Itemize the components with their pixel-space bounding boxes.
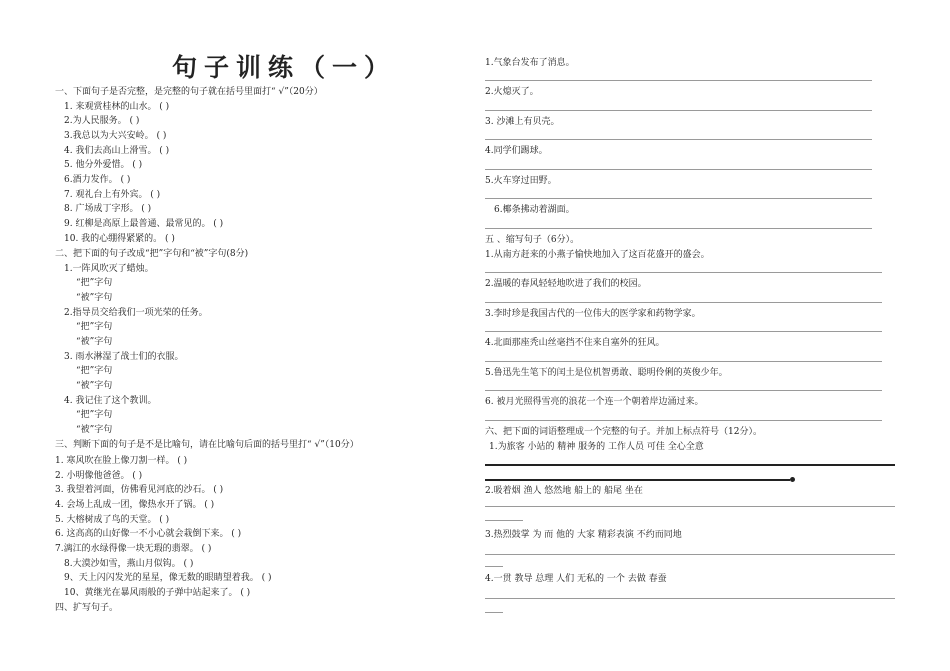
- section-4-heading: 四、扩写句子。: [55, 603, 119, 613]
- bei-sentence-label: “被”字句: [76, 425, 113, 435]
- bei-sentence-label: “被”字句: [76, 381, 113, 391]
- answer-line: [485, 272, 882, 273]
- sec5-item: 5.鲁迅先生笔下的闰土是位机智勇敢、聪明伶俐的英俊少年。: [485, 368, 728, 378]
- section-3-heading: 三、判断下面的句子是不是比喻句，请在比喻句后面的括号里打“ √”（10分）: [55, 440, 359, 450]
- sec3-item: 3. 我望着河面，仿佛看见河底的沙石。 ( ): [55, 485, 224, 495]
- sec1-item: 10. 我的心绷得紧紧的。 ( ): [64, 234, 175, 244]
- sec2-item: 3. 雨水淋湿了战士们的衣服。: [64, 352, 184, 362]
- answer-line: [485, 598, 895, 599]
- sec1-item: 3.我总以为大兴安岭。 ( ): [64, 131, 167, 141]
- expand-item: 6.椰条拂动着湖面。: [494, 205, 575, 215]
- sec3-item: 8.大漠沙如雪，燕山月似钩。 ( ): [64, 559, 194, 569]
- answer-line: [485, 80, 872, 81]
- sec3-item: 5. 大榕树成了鸟的天堂。 ( ): [55, 515, 170, 525]
- sec1-item: 1. 来观赏桂林的山水。 ( ): [64, 102, 170, 112]
- sec6-item: 1.为旅客 小站的 精神 服务的 工作人员 可佳 全心全意: [489, 442, 704, 452]
- sec3-item: 7.漓江的水绿得像一块无瑕的翡翠。 ( ): [55, 544, 212, 554]
- answer-line: [485, 390, 882, 391]
- sec1-item: 2.为人民服务。 ( ): [64, 116, 140, 126]
- sec6-item: 3.热烈鼓掌 为 而 他的 大家 精彩表演 不约而同地: [485, 530, 682, 540]
- answer-line: [485, 228, 872, 229]
- sec3-item: 9、天上闪闪发光的星星，像无数的眼睛望着我。 ( ): [64, 573, 272, 583]
- sec3-item: 10、黄继光在暴风雨般的子弹中站起来了。 ( ): [64, 588, 251, 598]
- sec2-item: 1.一阵风吹灭了蜡烛。: [64, 264, 154, 274]
- bei-sentence-label: “被”字句: [76, 293, 113, 303]
- sec5-item: 4.北面那座秃山丝毫挡不住来自塞外的狂风。: [485, 338, 665, 348]
- expand-item: 5.火车穿过田野。: [485, 176, 557, 186]
- answer-line: [485, 420, 882, 421]
- sec6-item: 4.一贯 教导 总理 人们 无私的 一个 去做 春蚕: [485, 574, 667, 584]
- sec3-item: 4. 会场上乱成一团，像热水开了锅。 ( ): [55, 500, 215, 510]
- sec1-item: 9. 红柳是高原上最普通、最常见的。 ( ): [64, 219, 224, 229]
- answer-line: [485, 554, 895, 555]
- section-2-heading: 二、把下面的句子改成“把”字句和“被”字句(8分): [55, 249, 249, 259]
- bei-sentence-label: “被”字句: [76, 337, 113, 347]
- sec3-item: 6. 这高高的山好像一不小心就会栽倒下来。 ( ): [55, 529, 242, 539]
- answer-line: [485, 302, 882, 303]
- sec5-item: 1.从南方赶来的小燕子愉快地加入了这百花盛开的盛会。: [485, 250, 710, 260]
- answer-line: [485, 198, 872, 199]
- answer-line: [485, 169, 872, 170]
- section-5-heading: 五 、缩写句子（6分）。: [485, 235, 580, 245]
- ba-sentence-label: “把”字句: [76, 322, 113, 332]
- sec3-item: 2. 小明像他爸爸。 ( ): [55, 471, 143, 481]
- answer-line: [485, 506, 895, 507]
- ba-sentence-label: “把”字句: [76, 366, 113, 376]
- expand-item: 2.火熄灭了。: [485, 87, 539, 97]
- answer-line: [485, 566, 503, 567]
- sec5-item: 3.李时珍是我国古代的一位伟大的医学家和药物学家。: [485, 309, 701, 319]
- sec2-item: 2.指导员交给我们一项光荣的任务。: [64, 308, 208, 318]
- section-1-heading: 一、下面句子是否完整，是完整的句子就在括号里面打“ √”（20分）: [55, 87, 323, 97]
- answer-line: [485, 464, 895, 466]
- sec1-item: 8. 广场成丁字形。 ( ): [64, 204, 152, 214]
- sec1-item: 7. 观礼台上有外宾。 ( ): [64, 190, 161, 200]
- sec1-item: 4. 我们去高山上滑雪。 ( ): [64, 146, 170, 156]
- ba-sentence-label: “把”字句: [76, 278, 113, 288]
- sec2-item: 4. 我记住了这个教训。: [64, 396, 157, 406]
- section-6-heading: 六、把下面的词语整理成一个完整的句子。并加上标点符号（12分）。: [485, 427, 762, 437]
- answer-line: [485, 331, 882, 332]
- answer-line: [485, 479, 790, 481]
- answer-line: [485, 612, 503, 613]
- sec3-item: 1. 寒风吹在脸上像刀割一样。 ( ): [55, 456, 188, 466]
- sec5-item: 2.温暖的春风轻轻地吹进了我们的校园。: [485, 279, 647, 289]
- answer-line: [485, 110, 872, 111]
- sec1-item: 6.酒力发作。 ( ): [64, 175, 131, 185]
- answer-line: [485, 361, 882, 362]
- sec5-item: 6. 被月光照得雪亮的浪花一个连一个朝着岸边涌过来。: [485, 397, 704, 407]
- expand-item: 1.气象台发布了消息。: [485, 58, 575, 68]
- expand-item: 3. 沙滩上有贝壳。: [485, 117, 560, 127]
- sec6-item: 2.吸着烟 渔人 悠然地 船上的 船尾 坐在: [485, 486, 643, 496]
- expand-item: 4.同学们踢球。: [485, 146, 548, 156]
- sec1-item: 5. 他分外爱惜。 ( ): [64, 160, 143, 170]
- page-title: 句子训练（一）: [172, 53, 397, 82]
- answer-line: [485, 520, 523, 521]
- answer-line: [485, 139, 872, 140]
- full-stop-mark: [790, 477, 795, 482]
- ba-sentence-label: “把”字句: [76, 410, 113, 420]
